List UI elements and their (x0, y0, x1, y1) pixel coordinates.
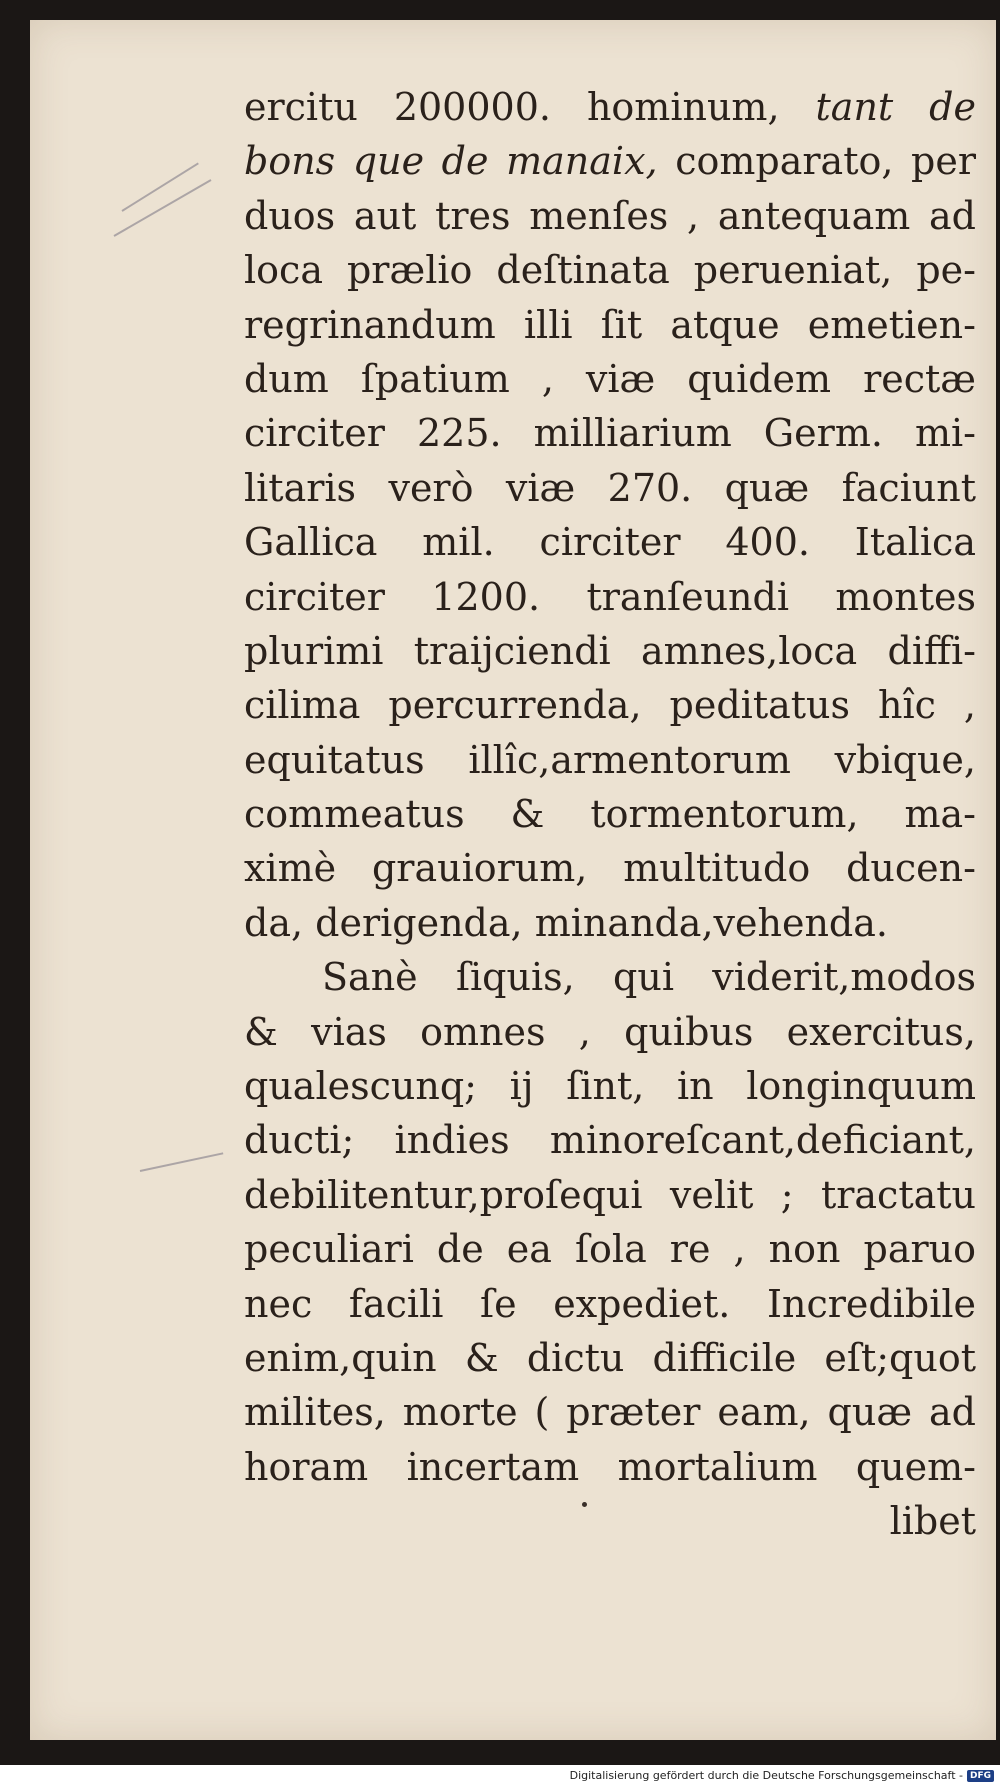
text-line-24: enim,quin & dictu difficile eſt;quot (244, 1335, 976, 1380)
pencil-mark-1 (121, 162, 198, 211)
credit-text: Digitalisierung gefördert durch die Deutsche Forschungsgemeinschaft - (569, 1769, 963, 1782)
text-line-20: ducti; indies minoreſcant,deficiant, (244, 1118, 976, 1163)
text-line-9: Gallica mil. circiter 400. Italica (244, 520, 976, 565)
text-line-12: cilima percurrenda, peditatus hîc , (244, 683, 976, 728)
text-line-11: plurimi traijciendi amnes,loca diffi- (244, 628, 976, 673)
text-line-18: & vias omnes , quibus exercitus, (244, 1009, 976, 1054)
text-line-2: bons que de manaix, comparato, per (244, 139, 976, 184)
ink-dot (582, 1502, 587, 1507)
text-line-6: dum ſpatium , viæ quidem rectæ (244, 356, 976, 401)
digitization-credit (570, 1769, 994, 1782)
text-line-13: equitatus illîc,armentorum vbique, (244, 737, 976, 782)
text-line-3: duos aut tres menſes , antequam ad (244, 193, 976, 238)
text-line-21: debilitentur,proſequi velit ; tractatu (244, 1172, 976, 1217)
text-line-22: peculiari de ea ſola re , non paruo (244, 1227, 976, 1272)
text-line-25: milites, morte ( præter eam, quæ ad (244, 1390, 976, 1435)
pencil-mark-3 (140, 1152, 224, 1172)
text-line-23: nec facili ſe expediet. Incredibile (244, 1281, 976, 1326)
text-line-14: commeatus & tormentorum, ma- (244, 792, 976, 837)
text-line-26: horam incertam mortalium quem- (244, 1444, 976, 1489)
text-line-1: ercitu 200000. hominum, tant de (244, 85, 976, 129)
dfg-logo-icon: DFG (967, 1770, 994, 1782)
text-line-16: da, derigenda, minanda,vehenda. (244, 900, 888, 945)
page-text (244, 80, 976, 1549)
text-line-8: litaris verò viæ 270. quæ faciunt (244, 465, 976, 510)
catchword: libet (889, 1499, 976, 1544)
text-line-7: circiter 225. milliarium Germ. mi- (244, 411, 976, 456)
text-line-4: loca prælio deſtinata perueniat, pe- (244, 248, 976, 293)
text-line-19: qualescunq; ij ſint, in longinquum (244, 1064, 976, 1109)
text-line-17: Sanè ſiquis, qui viderit,modos (322, 955, 976, 1000)
text-line-10: circiter 1200. tranſeundi montes (244, 574, 976, 619)
text-line-15: ximè grauiorum, multitudo ducen- (244, 846, 976, 891)
text-line-5: regrinandum illi ſit atque emetien- (244, 302, 976, 347)
